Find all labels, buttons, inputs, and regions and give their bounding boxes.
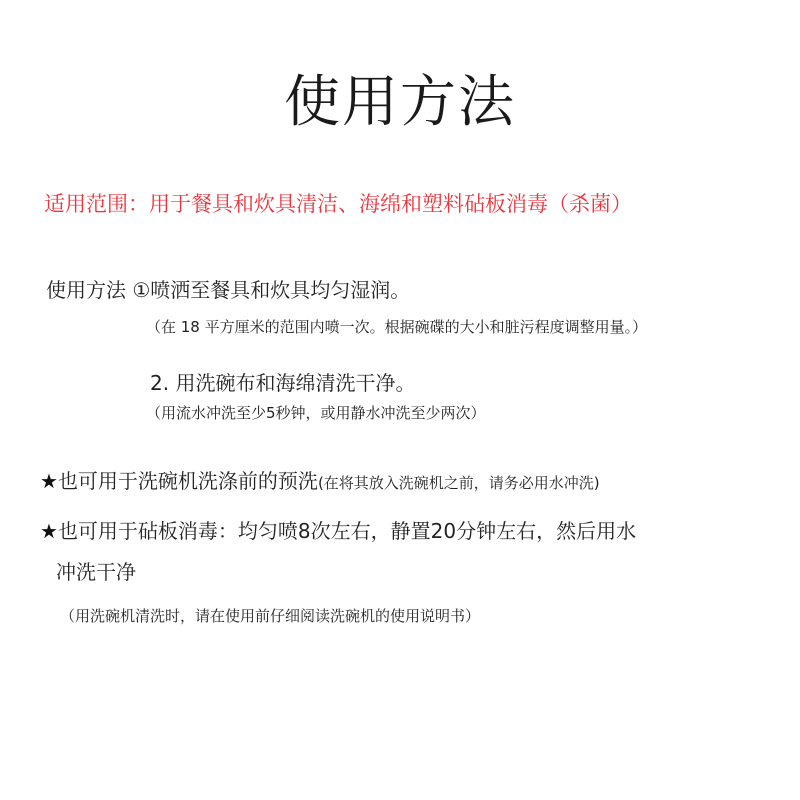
page-title: 使用方法 bbox=[284, 70, 516, 135]
star-icon: ★ bbox=[40, 519, 58, 543]
star-icon: ★ bbox=[40, 469, 58, 493]
step-2-text: 2. 用洗碗布和海绵清洗干净。 bbox=[150, 371, 416, 395]
dishwasher-manual-note: （用洗碗机清洗时，请在使用前仔细阅读洗碗机的使用说明书） bbox=[60, 607, 481, 625]
step-1-note: （在 18 平方厘米的范围内喷一次。根据碗碟的大小和脏污程度调整用量。） bbox=[146, 318, 648, 336]
step-2-note: （用流水冲洗至少5秒钟，或用静水冲洗至少两次） bbox=[146, 404, 486, 422]
application-scope: 适用范围：用于餐具和炊具清洁、海绵和塑料砧板消毒（杀菌） bbox=[44, 192, 632, 216]
note-prewash-main: 也可用于洗碗机洗涤前的预洗 bbox=[57, 469, 318, 493]
step-1-text: ①喷洒至餐具和炊具均匀湿润。 bbox=[132, 278, 411, 302]
note-cutting-board bbox=[40, 515, 636, 544]
usage-label: 使用方法 bbox=[46, 278, 126, 302]
note-cutting-board-line1: 也可用于砧板消毒：均匀喷8次左右，静置20分钟左右，然后用水 bbox=[57, 519, 637, 543]
note-prewash-sub: (在将其放入洗碗机之前，请务必用水冲洗) bbox=[317, 474, 600, 492]
usage-step-1 bbox=[46, 274, 410, 303]
note-cutting-board-line2: 冲洗干净 bbox=[56, 560, 136, 584]
note-prewash bbox=[40, 465, 600, 494]
